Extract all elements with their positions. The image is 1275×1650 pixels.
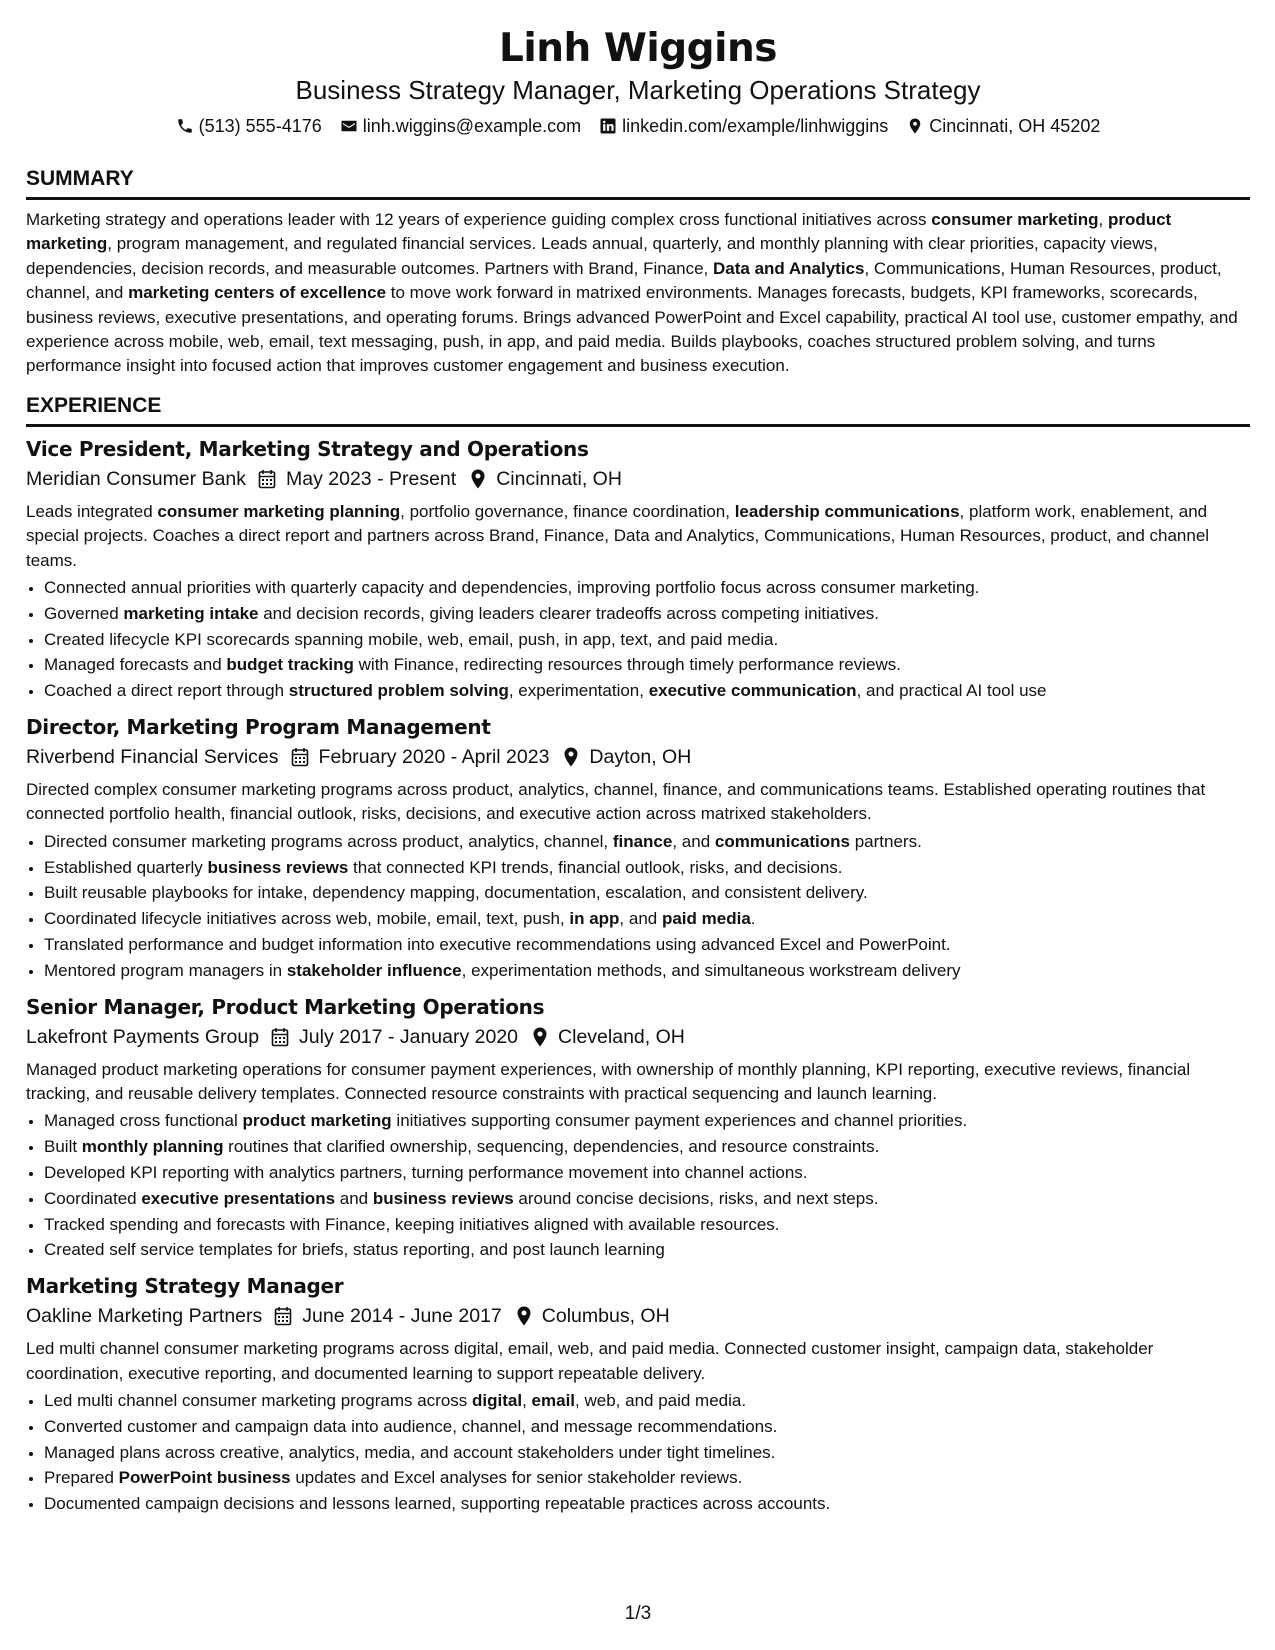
phone-icon (176, 117, 194, 135)
text-run: Created self service templates for briefs, status reporting, and post launch learning (44, 1240, 665, 1260)
text-run: with Finance, redirecting resources through timely performance reviews. (353, 655, 901, 675)
bold-keyword: email (531, 1391, 576, 1411)
bold-keyword: business reviews (372, 1188, 514, 1208)
bullet-item (44, 601, 1250, 627)
bullet-item (44, 678, 1250, 704)
calendar-icon (271, 1027, 289, 1047)
bold-keyword: consumer marketing (931, 210, 1099, 229)
job-description (26, 778, 1250, 827)
calendar-icon (258, 469, 276, 489)
bullet-item (44, 1108, 1250, 1134)
text-run: routines that clarified ownership, sequencing, dependencies, and resource constraints. (223, 1137, 880, 1157)
text-run: , and practical AI tool use (856, 681, 1047, 701)
job-entry (26, 1272, 1250, 1517)
job-description (26, 500, 1250, 573)
text-run: , (522, 1391, 532, 1411)
text-run: , experimentation methods, and simultaneous workstream delivery (461, 960, 961, 980)
bold-keyword: marketing intake (123, 603, 259, 623)
text-run: Prepared (44, 1468, 119, 1488)
location-text: Cincinnati, OH 45202 (929, 116, 1101, 136)
text-run: Coordinated lifecycle initiatives across web, mobile, email, text, push, (44, 909, 570, 929)
text-run: Tracked spending and forecasts with Finance, keeping initiatives aligned with available resources. (44, 1214, 780, 1234)
text-run: Led multi channel consumer marketing programs across digital, email, web, and paid media. Connected customer insight, campaign data, stakeholder coordination, executive reporting, and documented learning to support repeatable delivery. (26, 1339, 1154, 1383)
bullet-item (44, 932, 1250, 958)
text-run: Developed KPI reporting with analytics partners, turning performance movement into channel actions. (44, 1163, 808, 1183)
summary-heading: SUMMARY (26, 167, 134, 190)
bullet-item (44, 1237, 1250, 1263)
job-bullets (26, 1388, 1250, 1517)
text-run: , and (672, 831, 715, 851)
bold-keyword: in app (569, 909, 620, 929)
job-dates: February 2020 - April 2023 (318, 746, 550, 769)
bold-keyword: product marketing (242, 1111, 392, 1131)
job-company: Meridian Consumer Bank (26, 467, 247, 490)
bullet-item (44, 1160, 1250, 1186)
page-number: 1/3 (624, 1603, 652, 1624)
job-title: Vice President, Marketing Strategy and Operations (26, 436, 589, 461)
job-company: Oakline Marketing Partners (26, 1305, 263, 1328)
bullet-item (44, 652, 1250, 678)
job-location: Columbus, OH (541, 1305, 670, 1328)
text-run: and decision records, giving leaders clearer tradeoffs across competing initiatives. (258, 603, 879, 623)
phone-text: (513) 555-4176 (198, 116, 322, 136)
calendar-icon (291, 747, 309, 767)
text-run: , program management, and regulated financial services. Leads annual, quarterly, and monthly planning with clear priorities, capacity views, dependencies, decision records, and measurable outcomes. Partners with Brand, Finance, (26, 234, 1158, 278)
bullet-item (44, 1134, 1250, 1160)
job-bullets (26, 829, 1250, 984)
job-location: Cincinnati, OH (496, 467, 622, 490)
experience-list (26, 435, 1250, 1517)
text-run: Governed (44, 603, 124, 623)
text-run: Converted customer and campaign data into audience, channel, and message recommendations. (44, 1416, 778, 1436)
job-meta (26, 743, 1250, 771)
bold-keyword: monthly planning (81, 1137, 224, 1157)
map-pin-icon (532, 1027, 548, 1047)
bullet-item (44, 1388, 1250, 1414)
text-run: . (750, 909, 756, 929)
bullet-item (44, 1186, 1250, 1212)
job-meta (26, 1023, 1250, 1051)
linkedin-text: linkedin.com/example/linhwiggins (622, 116, 889, 136)
bullet-item (44, 829, 1250, 855)
text-run: , (1098, 210, 1108, 229)
job-title: Marketing Strategy Manager (26, 1274, 344, 1299)
bold-keyword: finance (612, 831, 673, 851)
text-run: Coached a direct report through (44, 681, 289, 701)
bold-keyword: marketing centers of excellence (128, 283, 387, 303)
candidate-title: Business Strategy Manager, Marketing Operations Strategy (295, 75, 981, 105)
bold-keyword: business reviews (207, 857, 349, 877)
text-run: to move work forward in matrixed environments. Manages forecasts, budgets, KPI frameworks, scorecards, business reviews, executive presentations, and operating forums. Brings advanced PowerPoint and Excel capability, practical AI tool use, customer empathy, and experience across mobile, web, email, text messaging, push, in app, and paid media. Builds playbooks, coaches structured problem solving, and turns performance insight into focused action that improves customer engagement and business execution. (26, 283, 1238, 376)
job-location: Cleveland, OH (558, 1025, 685, 1048)
job-company: Riverbend Financial Services (26, 746, 279, 769)
email-text: linh.wiggins@example.com (362, 116, 582, 136)
text-run: Directed consumer marketing programs across product, analytics, channel, (44, 831, 613, 851)
job-meta (26, 1302, 1250, 1330)
job-dates: June 2014 - June 2017 (302, 1305, 502, 1328)
bold-keyword: leadership communications (734, 501, 960, 521)
bold-keyword: consumer marketing planning (157, 501, 401, 521)
job-description (26, 1058, 1250, 1107)
bold-keyword: executive presentations (141, 1188, 336, 1208)
text-run: Leads integrated (26, 501, 158, 521)
job-dates: May 2023 - Present (286, 467, 457, 490)
map-pin-icon (563, 747, 579, 767)
job-location: Dayton, OH (589, 746, 692, 769)
summary-text (26, 208, 1250, 379)
text-run: , Communications, Human Resources, product, channel, and (26, 258, 1222, 303)
bullet-item (44, 855, 1250, 881)
bold-keyword: structured problem solving (288, 681, 509, 701)
map-pin-icon (516, 1306, 532, 1326)
bold-keyword: communications (714, 831, 850, 851)
envelope-icon (340, 117, 358, 135)
text-run: Directed complex consumer marketing programs across product, analytics, channel, finance, and communications teams. Established operating routines that connected portfolio health, financial outlook, risks, decisions, and executive action across matrixed stakeholders. (26, 780, 1206, 824)
text-run: Marketing strategy and operations leader with 12 years of experience guiding complex cross functional initiatives across (26, 210, 932, 229)
calendar-icon (274, 1306, 292, 1326)
job-entry (26, 993, 1250, 1264)
job-bullets (26, 1108, 1250, 1263)
bold-keyword: budget tracking (226, 655, 354, 675)
text-run: , platform work, enablement, and special projects. Coaches a direct report and partners across Brand, Finance, Data and Analytics, Communications, Human Resources, product, and channel teams. (26, 501, 1210, 570)
bold-keyword: PowerPoint business (118, 1468, 291, 1488)
job-title: Senior Manager, Product Marketing Operations (26, 994, 545, 1019)
bullet-item (44, 627, 1250, 653)
text-run: Documented campaign decisions and lessons learned, supporting repeatable practices across accounts. (44, 1494, 831, 1514)
section-divider (26, 424, 1250, 427)
text-run: and (335, 1188, 373, 1208)
text-run: updates and Excel analyses for senior stakeholder reviews. (290, 1468, 743, 1488)
bullet-item (44, 958, 1250, 984)
text-run: Established quarterly (44, 857, 208, 877)
text-run: around concise decisions, risks, and next steps. (513, 1188, 879, 1208)
job-entry (26, 713, 1250, 984)
job-bullets (26, 575, 1250, 704)
contact-phone[interactable] (176, 114, 322, 138)
job-title: Director, Marketing Program Management (26, 715, 491, 740)
text-run: , experimentation, (508, 681, 649, 701)
bold-keyword: Data and Analytics (713, 258, 865, 278)
linkedin-icon (599, 117, 617, 135)
text-run: partners. (849, 831, 922, 851)
job-meta (26, 465, 1250, 493)
bullet-item (44, 1491, 1250, 1517)
contact-location (906, 114, 1100, 138)
text-run: Built reusable playbooks for intake, dependency mapping, documentation, escalation, and consistent delivery. (44, 883, 868, 903)
text-run: Led multi channel consumer marketing programs across (44, 1391, 473, 1411)
resume-page (26, 0, 1250, 1624)
bullet-item (44, 575, 1250, 601)
text-run: , portfolio governance, finance coordination, (400, 501, 735, 521)
candidate-name: Linh Wiggins (499, 26, 777, 71)
text-run: Managed cross functional (44, 1111, 243, 1131)
contact-bar (26, 114, 1250, 138)
text-run: Managed forecasts and (44, 655, 227, 675)
text-run: Mentored program managers in (44, 960, 287, 980)
job-entry (26, 435, 1250, 704)
resume-header (26, 26, 1250, 138)
bold-keyword: paid media (661, 909, 751, 929)
text-run: Managed product marketing operations for consumer payment experiences, with ownership of monthly planning, KPI reporting, executive reviews, financial tracking, and reusable delivery templates. Connected resource constraints with practical sequencing and launch learning. (26, 1059, 1191, 1104)
bold-keyword: stakeholder influence (286, 960, 462, 980)
text-run: Translated performance and budget information into executive recommendations using advanced Excel and PowerPoint. (44, 935, 951, 955)
bold-keyword: product marketing (26, 210, 1172, 254)
text-run: Connected annual priorities with quarterly capacity and dependencies, improving portfolio focus across consumer marketing. (44, 578, 980, 598)
bullet-item (44, 1465, 1250, 1491)
job-company: Lakefront Payments Group (26, 1025, 260, 1048)
text-run: Coordinated (44, 1188, 142, 1208)
text-run: , and (619, 909, 662, 929)
text-run: Built (44, 1137, 82, 1157)
bullet-item (44, 1440, 1250, 1466)
contact-linkedin[interactable] (599, 114, 888, 138)
experience-heading: EXPERIENCE (26, 393, 162, 417)
bullet-item (44, 906, 1250, 932)
text-run: Managed plans across creative, analytics, media, and account stakeholders under tight timelines. (44, 1442, 776, 1462)
job-description (26, 1337, 1250, 1386)
bullet-item (44, 880, 1250, 906)
text-run: initiatives supporting consumer payment experiences and channel priorities. (391, 1111, 968, 1131)
job-dates: July 2017 - January 2020 (299, 1025, 519, 1048)
bullet-item (44, 1414, 1250, 1440)
map-pin-icon (470, 469, 486, 489)
bullet-item (44, 1212, 1250, 1238)
text-run: Created lifecycle KPI scorecards spanning mobile, web, email, push, in app, text, and paid media. (44, 629, 779, 649)
section-divider (26, 197, 1250, 200)
bold-keyword: executive communication (648, 681, 857, 701)
contact-email[interactable] (340, 114, 581, 138)
map-pin-icon (906, 117, 924, 135)
text-run: , web, and paid media. (575, 1391, 747, 1411)
text-run: that connected KPI trends, financial outlook, risks, and decisions. (348, 857, 843, 877)
bold-keyword: digital (472, 1391, 523, 1411)
